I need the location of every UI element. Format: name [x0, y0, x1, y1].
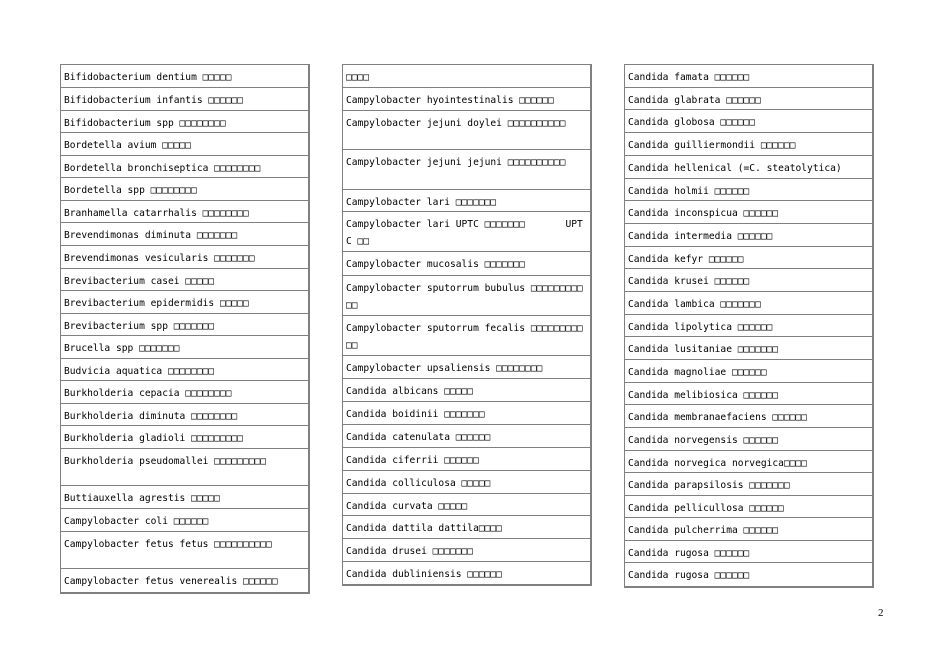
table-row: Burkholderia diminuta □□□□□□□□: [61, 404, 308, 426]
table-row: Brevendimonas diminuta □□□□□□□: [61, 223, 308, 246]
table-row: Campylobacter lari □□□□□□□: [343, 190, 590, 212]
table-row: Candida melibiosica □□□□□□: [625, 383, 872, 405]
table-row: Campylobacter jejuni doylei □□□□□□□□□□: [343, 111, 590, 150]
table-row: Brevibacterium spp □□□□□□□: [61, 314, 308, 336]
table-row: Candida glabrata □□□□□□: [625, 88, 872, 110]
table-row: Campylobacter fetus venerealis □□□□□□: [64, 576, 278, 587]
table-row: Candida rugosa □□□□□□: [625, 541, 872, 563]
table-row: Candida rugosa □□□□□□: [628, 570, 750, 581]
table-row: Campylobacter mucosalis □□□□□□□: [343, 252, 590, 276]
table-row: Campylobacter upsaliensis □□□□□□□□: [343, 356, 590, 379]
table-row: Candida krusei □□□□□□: [625, 269, 872, 292]
table-row: Candida magnoliae □□□□□□: [625, 360, 872, 383]
table-row: Campylobacter fetus fetus □□□□□□□□□□: [61, 532, 308, 569]
table-row: Candida norvegica norvegica□□□□: [625, 451, 872, 473]
table-row: Candida inconspicua □□□□□□: [625, 201, 872, 224]
table-row: Candida holmii □□□□□□: [625, 179, 872, 201]
table-row: Brevendimonas vesicularis □□□□□□□: [61, 246, 308, 269]
table-row: Campylobacter hyointestinalis □□□□□□: [343, 88, 590, 111]
table-row: Burkholderia cepacia □□□□□□□□: [61, 381, 308, 404]
table-row: Candida lambica □□□□□□□: [625, 292, 872, 315]
table-row: Bifidobacterium infantis □□□□□□: [61, 88, 308, 111]
table-row: Candida norvegensis □□□□□□: [625, 428, 872, 451]
species-table-column-3: [624, 64, 874, 588]
table-row: Candida dubliniensis □□□□□□: [346, 569, 502, 580]
table-row: Campylobacter sputorrum bubulus □□□□□□□□□□□: [343, 276, 590, 316]
table-row: Candida pellicullosa □□□□□□: [625, 496, 872, 518]
table-row: Candida hellenical (=C. steatolytica): [625, 156, 872, 179]
table-row: Burkholderia pseudomallei □□□□□□□□□: [61, 449, 308, 486]
table-row: Buttiauxella agrestis □□□□□: [61, 486, 308, 509]
table-row: Candida boidinii □□□□□□□: [343, 402, 590, 425]
table-row: Bifidobacterium spp □□□□□□□□: [61, 111, 308, 133]
table-row: Candida ciferrii □□□□□□: [343, 448, 590, 471]
table-row: Candida guilliermondii □□□□□□: [625, 133, 872, 156]
table-row: □□□□: [343, 65, 590, 88]
table-row: Bordetella avium □□□□□: [61, 133, 308, 156]
table-row: Brevibacterium casei □□□□□: [61, 269, 308, 291]
table-row: Budvicia aquatica □□□□□□□□: [61, 359, 308, 381]
table-row: Candida catenulata □□□□□□: [343, 425, 590, 448]
table-row: Candida colliculosa □□□□□: [343, 471, 590, 494]
table-row: Brucella spp □□□□□□□: [61, 336, 308, 359]
table-row: Campylobacter jejuni jejuni □□□□□□□□□□: [343, 150, 590, 190]
table-row: Candida curvata □□□□□: [343, 494, 590, 516]
table-row: Burkholderia gladioli □□□□□□□□□: [61, 426, 308, 449]
table-row: Candida drusei □□□□□□□: [343, 539, 590, 562]
table-row: Candida membranaefaciens □□□□□□: [625, 405, 872, 428]
table-row: Candida albicans □□□□□: [343, 379, 590, 402]
table-row: Candida globosa □□□□□□: [625, 110, 872, 133]
species-table-column-2: [342, 64, 592, 586]
table-row: Branhamella catarrhalis □□□□□□□□: [61, 201, 308, 223]
table-row: Candida lipolytica □□□□□□: [625, 315, 872, 337]
table-row: Bifidobacterium dentium □□□□□: [61, 65, 308, 88]
table-row: Candida dattila dattila□□□□: [343, 516, 590, 539]
table-row: Campylobacter sputorrum fecalis □□□□□□□□□□□: [343, 316, 590, 356]
species-table-column-1: [60, 64, 310, 594]
table-row: Campylobacter lari UPTC □□□□□□□ UPTC □□: [343, 212, 590, 252]
table-row: Candida lusitaniae □□□□□□□: [625, 337, 872, 360]
table-row: Candida intermedia □□□□□□: [625, 224, 872, 247]
table-row: Campylobacter coli □□□□□□: [61, 509, 308, 532]
page-number: 2: [878, 607, 884, 619]
table-row: Brevibacterium epidermidis □□□□□: [61, 291, 308, 314]
table-row: Candida kefyr □□□□□□: [625, 247, 872, 269]
table-row: Candida pulcherrima □□□□□□: [625, 518, 872, 541]
table-row: Bordetella bronchiseptica □□□□□□□□: [61, 156, 308, 178]
table-row: Candida parapsilosis □□□□□□□: [625, 473, 872, 496]
table-row: Candida famata □□□□□□: [625, 65, 872, 88]
table-row: Bordetella spp □□□□□□□□: [61, 178, 308, 201]
